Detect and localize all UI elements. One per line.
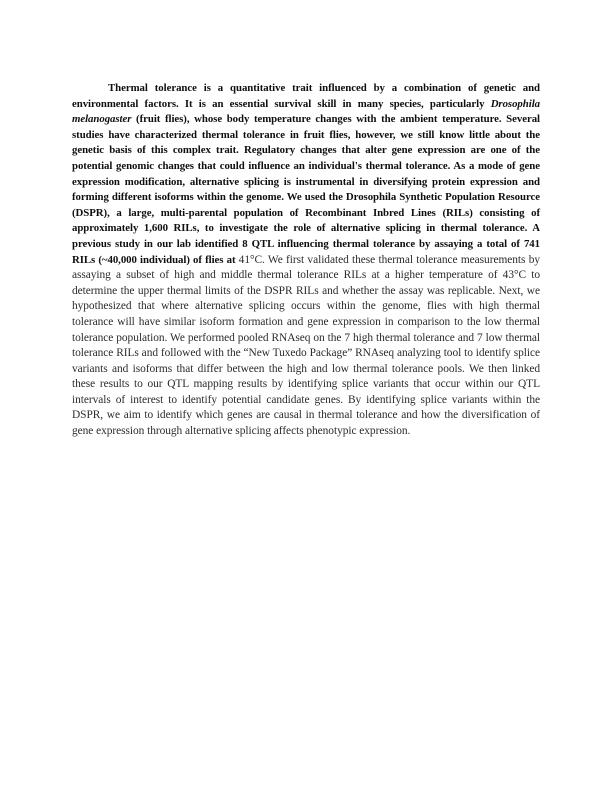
abstract-paragraph <box>72 81 540 440</box>
abstract-text-part-1 <box>72 82 540 266</box>
species-name-italic: Drosophila melanogaster <box>72 97 540 126</box>
abstract-methods-text: (fruit flies), whose body temperature changes with the ambient temperature. Several studies have characterized thermal tolerance in fruit flies, however, we still know little about the genetic basis of this complex trait. Regulatory changes that alter gene expression are one of the potential genomic changes that could influence an individual's thermal tolerance. As a mode of gene expression modification, alternative splicing is instrumental in diversifying protein expression and forming different isoforms within the genome. We used the Drosophila Synthetic Population Resource (DSPR), a large, multi-parental population of Recombinant Inbred Lines (RILs) consisting of approximately 1,600 RILs, to investigate the role of alternative splicing in thermal tolerance. A previous study in our lab identified 8 QTL influencing thermal tolerance by assaying a total of 741 RILs (~40,000 individual) of flies at <box>72 113 540 266</box>
abstract-results-text: 41°C. We first validated these thermal tolerance measurements by assaying a subset of high and middle thermal tolerance RILs at a higher temperature of 43°C to determine the upper thermal limits of the DSPR RILs and whether the assay was replicable. Next, we hypothesized that where alternative splicing occurs within the genome, flies with high thermal tolerance will have similar isoform formation and gene expression in comparison to the low thermal tolerance population. We performed pooled RNAseq on the 7 high thermal tolerance and 7 low thermal tolerance RILs and followed with the “New Tuxedo Package” RNAseq analyzing tool to identify splice variants and isoforms that differ between the high and low thermal tolerance pools. We then linked these results to our QTL mapping results by identifying splice variants that occur within our QTL intervals of interest to identify potential candidate genes. By identifying splice variants within the DSPR, we aim to identify which genes are causal in thermal tolerance and how the diversification of gene expression through alternative splicing affects phenotypic expression. <box>72 253 541 438</box>
abstract-intro-text: Thermal tolerance is a quantitative trait influenced by a combination of genetic and environmental factors. It is an essential survival skill in many species, particularly <box>72 82 540 110</box>
